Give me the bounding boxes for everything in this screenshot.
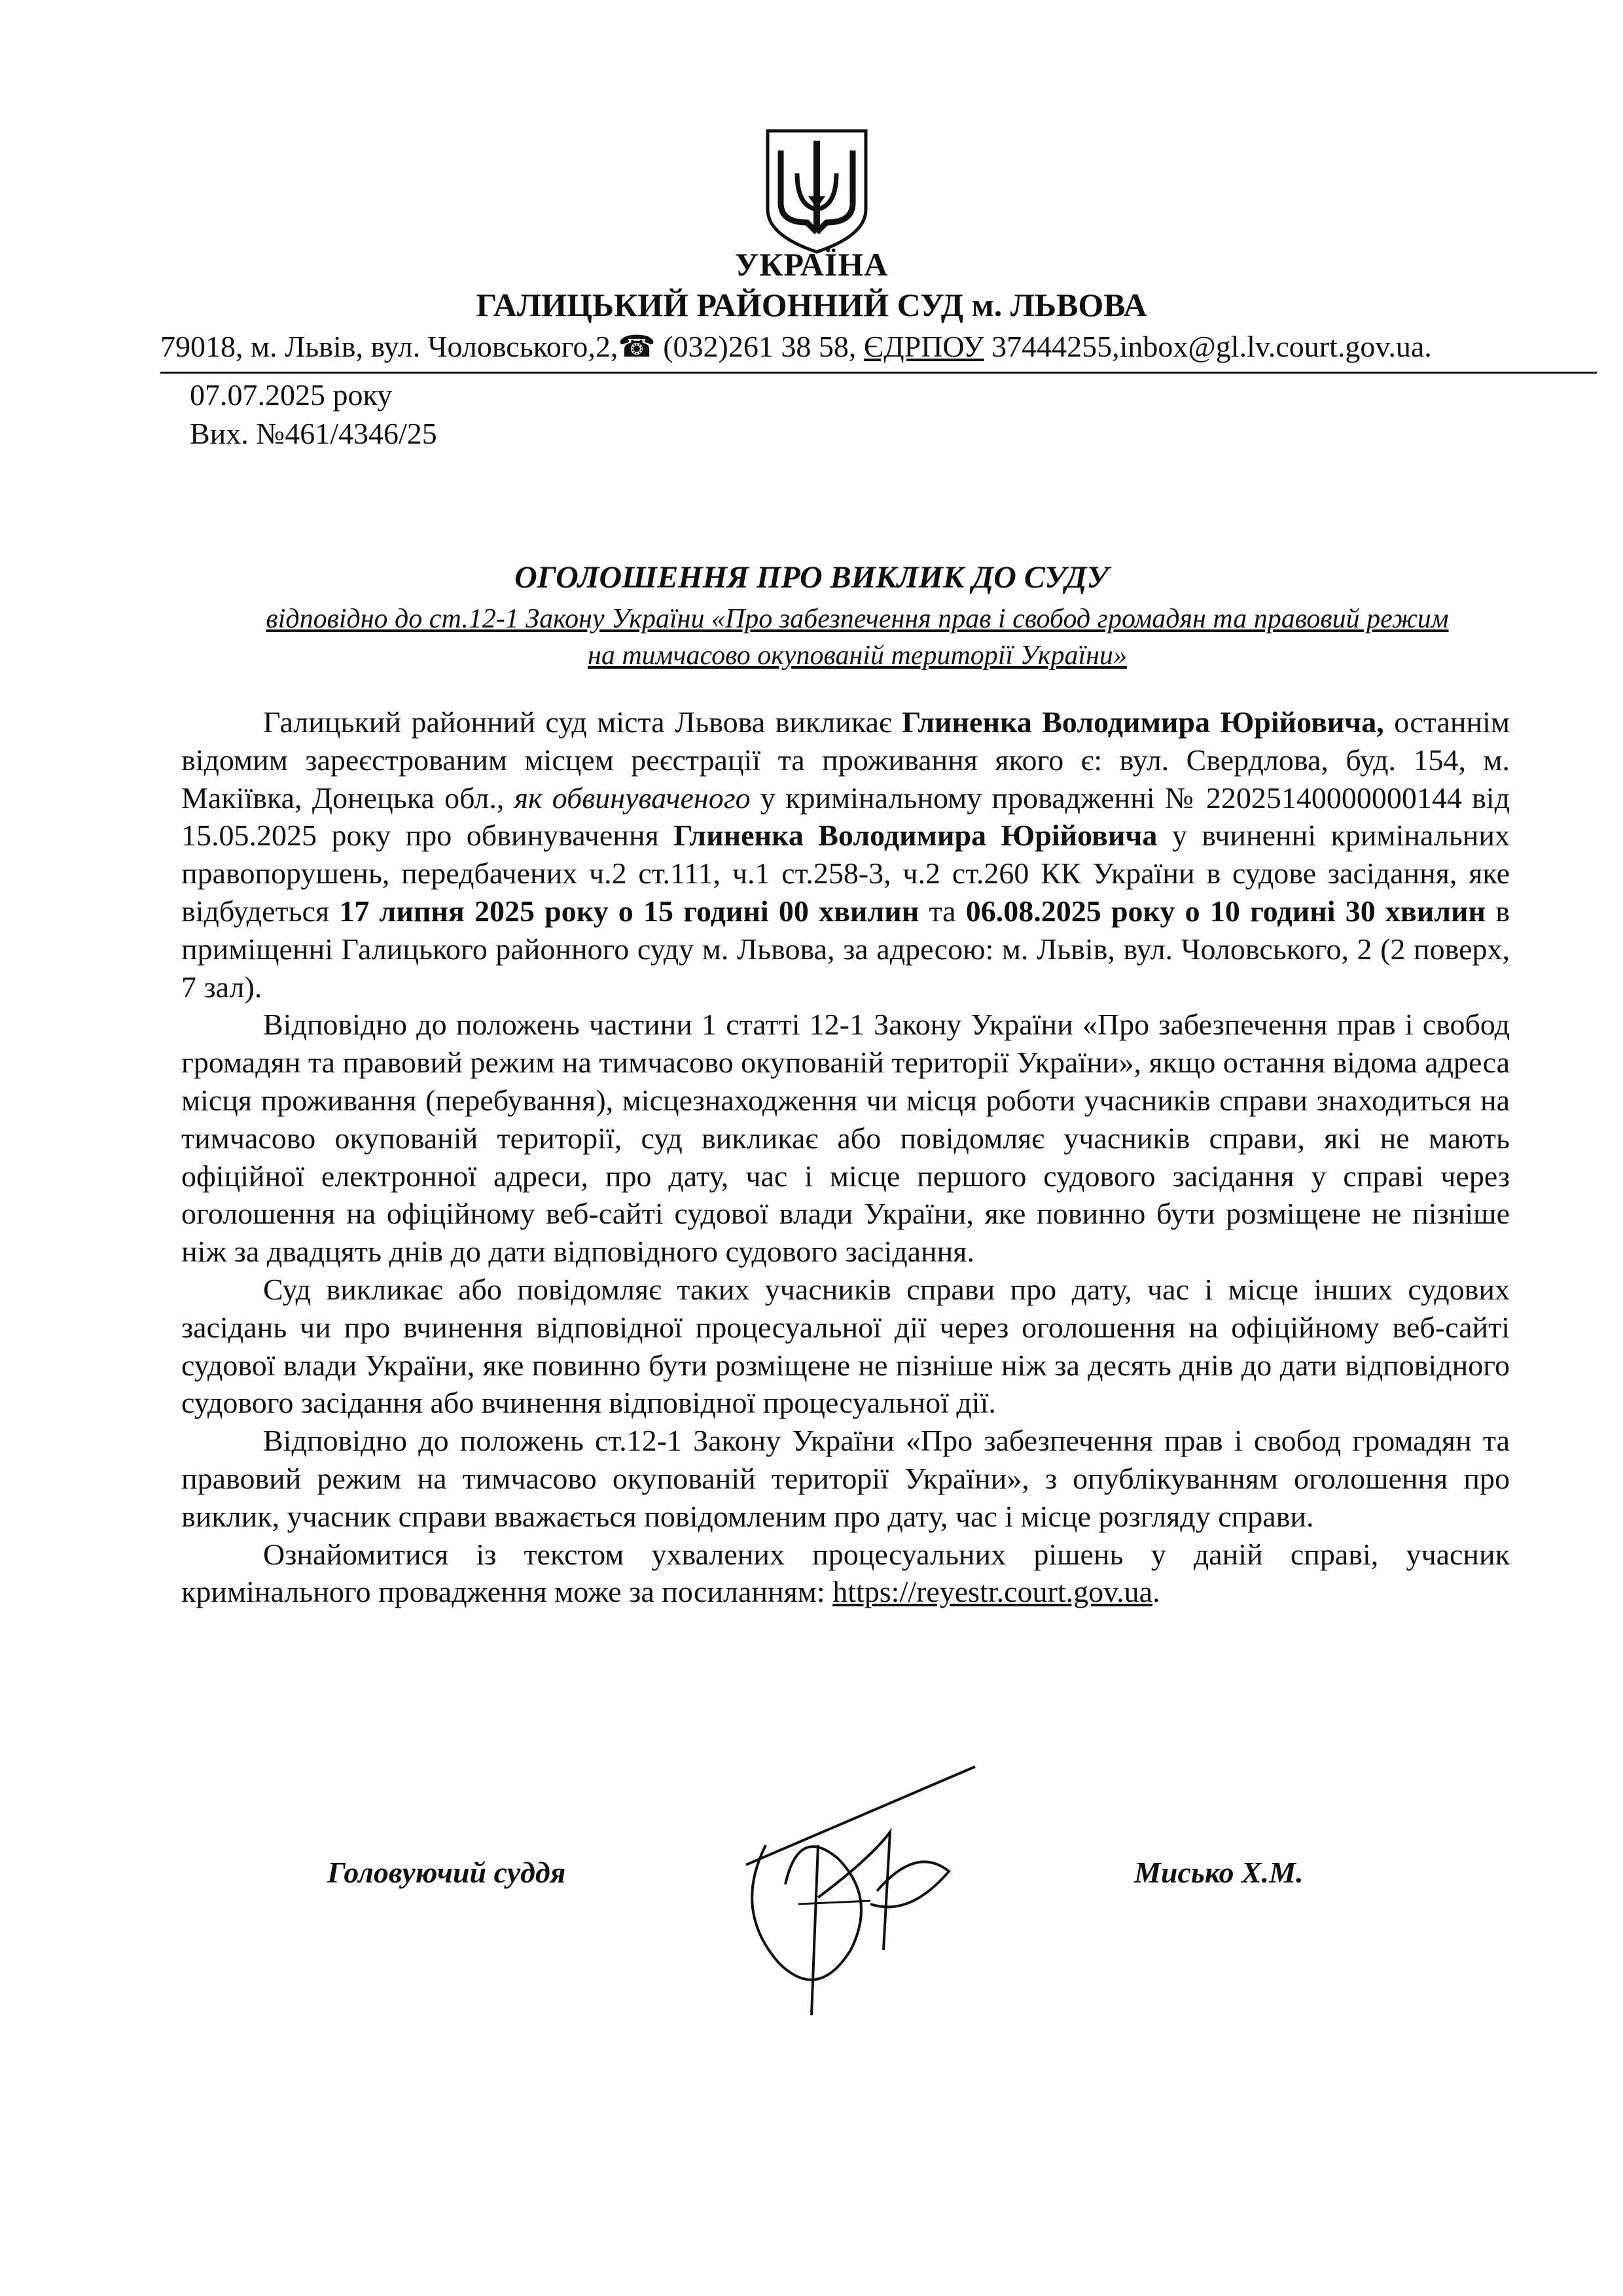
outgoing-number: Вих. №461/4346/25 bbox=[190, 417, 437, 450]
hearing-date-2: 06.08.2025 року о 10 годині 30 хвилин bbox=[965, 894, 1486, 928]
handwritten-signature-icon bbox=[720, 1754, 995, 2035]
paragraph-legal-basis: Відповідно до положень частини 1 статті 12-1 Закону України «Про забезпечення прав і свобод громадян та правовий режим на тимчасово окупованій території України», якщо остання відома адреса місця проживання (перебування), місцезнаходження чи місця роботи учасників справи знаходиться на тимчасово окупованій території, суд викликає або повідомляє учасників справи, які не мають офіційної електронної адреси, про дату, час і місце першого судового засідання у справі через оголошення на офіційному веб-сайті судової влади України, яке повинно бути розміщене не пізніше ніж за двадцять днів до дати відповідного судового засідання. bbox=[181, 1008, 1510, 1269]
p1-text-f: в приміщенні Галицького районного суду м. Львова, за адресою: м. Львів, вул. Чоловського, 2 (2 поверх, 7 зал). bbox=[181, 894, 1510, 1004]
accused-name: Глиненка Володимира Юрійовича, bbox=[902, 705, 1384, 739]
subtitle-line-2: на тимчасово окупованій території України» bbox=[587, 641, 1128, 671]
p1-text-e: та bbox=[919, 894, 966, 928]
paragraph-summons bbox=[181, 703, 1510, 1006]
hearing-date-1: 17 липня 2025 року о 15 годині 00 хвилин bbox=[339, 894, 919, 928]
p1-text-c: у кримінальному провадженні № 22025140000000144 від 15.05.2025 року про обвинувачення bbox=[181, 781, 1510, 853]
document-date: 07.07.2025 року bbox=[190, 378, 393, 412]
header-divider bbox=[160, 372, 1597, 374]
coat-of-arms-trident-icon bbox=[761, 124, 872, 255]
announcement-subtitle bbox=[193, 601, 1522, 674]
phone-number: (032)261 38 58, bbox=[663, 330, 857, 363]
p1-text-a: Галицький районний суд міста Львова викликає bbox=[263, 705, 902, 739]
announcement-title: ОГОЛОШЕННЯ ПРО ВИКЛИК ДО СУДУ bbox=[514, 560, 1109, 595]
p1-text-b: останнім відомим зареєстрованим місцем реєстрації та проживання якого є: вул. Свердлова, буд. 154, м. Макіївка, Донецька обл., bbox=[181, 705, 1510, 815]
phone-icon: ☎ bbox=[618, 330, 656, 363]
subtitle-line-1: відповідно до ст.12-1 Закону України «Про забезпечення прав і свобод громадян та правовий режим bbox=[266, 604, 1449, 634]
paragraph-notification: Відповідно до положень ст.12-1 Закону України «Про забезпечення прав і свобод громадян та правовий режим на тимчасово окупованій території України», з опублікуванням оголошення про виклик, учасник справи вважається повідомленим про дату, час і місце розгляду справи. bbox=[181, 1424, 1510, 1533]
accused-name-repeat: Глиненка Володимира Юрійовича bbox=[673, 819, 1158, 853]
edrpou-label: ЄДРПОУ bbox=[863, 330, 984, 363]
court-address-line bbox=[160, 328, 1600, 364]
p1-text-d: у вчиненні кримінальних правопорушень, передбачених ч.2 ст.111, ч.1 ст.258-3, ч.2 ст.260 КК України в судове засідання, яке відбудеться bbox=[181, 819, 1510, 928]
code-and-email: 37444255,inbox@gl.lv.court.gov.ua. bbox=[991, 330, 1432, 363]
announcement-body bbox=[181, 703, 1510, 1611]
country-heading: УКРАЇНА bbox=[734, 246, 889, 283]
accused-role: як обвинуваченого bbox=[514, 781, 751, 815]
judge-name: Мисько Х.М. bbox=[1134, 1856, 1304, 1889]
court-heading: ГАЛИЦЬКИЙ РАЙОННИЙ СУД м. ЛЬВОВА bbox=[476, 287, 1147, 323]
registry-link[interactable]: https://reyestr.court.gov.ua bbox=[832, 1575, 1153, 1609]
paragraph-registry bbox=[181, 1536, 1510, 1612]
address-text: 79018, м. Львів, вул. Чоловського,2, bbox=[160, 330, 618, 363]
paragraph-other-hearings: Суд викликає або повідомляє таких учасників справи про дату, час і місце інших судових засідань чи про вчинення відповідної процесуальної дії через оголошення на офіційному веб-сайті судової влади України, яке повинно бути розміщене не пізніше ніж за десять днів до дати відповідного судового засідання або вчинення відповідної процесуальної дії. bbox=[181, 1272, 1510, 1420]
p5-end: . bbox=[1152, 1575, 1160, 1609]
presiding-judge-label: Головуючий суддя bbox=[327, 1856, 566, 1889]
p5-text: Ознайомитися із текстом ухвалених процесуальних рішень у даній справі, учасник кримінального провадження може за посиланням: bbox=[181, 1537, 1510, 1609]
